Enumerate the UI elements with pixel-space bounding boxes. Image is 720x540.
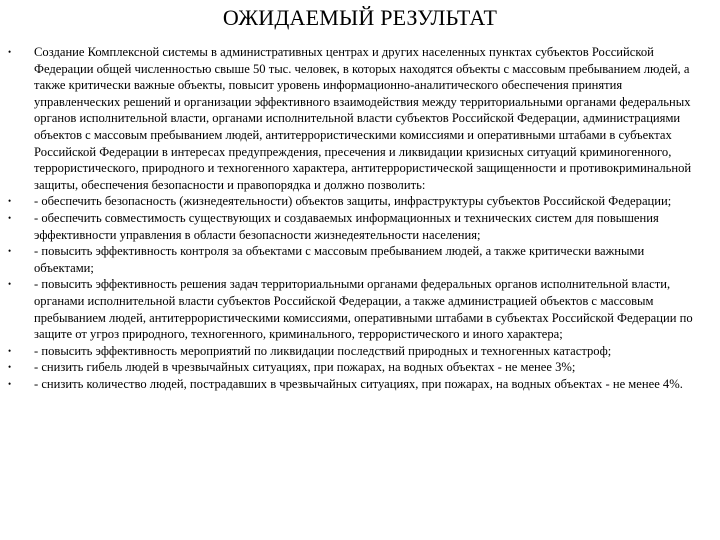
bullet-icon: • (8, 279, 12, 290)
list-item (8, 210, 698, 243)
list-item-text: - обеспечить совместимость существующих и создаваемых информационных и технических систем для повышения эффективности управления в области безопасности жизнедеятельности населения; (34, 210, 659, 242)
bullet-icon: • (8, 196, 12, 207)
slide-title: ОЖИДАЕМЫЙ РЕЗУЛЬТАТ (222, 5, 498, 30)
list-item-text: - обеспечить безопасность (жизнедеятельности) объектов защиты, инфраструктуры субъектов Российской Федерации; (34, 194, 672, 209)
bullet-icon: • (8, 212, 12, 223)
list-item (8, 243, 698, 276)
list-item-text: - повысить эффективность мероприятий по ликвидации последствий природных и техногенных катастроф; (34, 343, 612, 358)
list-item-text: - повысить эффективность решения задач территориальными органами федеральных органов исполнительной власти, органами исполнительной власти субъектов Российской Федерации, а также администрацией объектов с массовым пребыванием людей, антитеррористическими комиссиями, оперативными штабами в субъектах Российской Федерации по защите от угроз природного, техногенного, криминального, террористического и иного характера; (34, 277, 693, 342)
list-item (8, 343, 698, 360)
list-item-text: - снизить количество людей, пострадавших в чрезвычайных ситуациях, при пожарах, на водных объектах - не менее 4%. (34, 376, 683, 391)
bullet-icon: • (8, 362, 12, 373)
list-item (8, 276, 698, 342)
list-item (8, 193, 698, 210)
list-item-text: - снизить гибель людей в чрезвычайных ситуациях, при пожарах, на водных объектах - не менее 3%; (34, 360, 576, 375)
bullet-icon: • (8, 378, 12, 389)
bullet-list (8, 44, 698, 392)
bullet-icon: • (8, 47, 12, 57)
list-item (8, 359, 698, 376)
bullet-icon: • (8, 345, 12, 356)
list-item-text: Создание Комплексной системы в административных центрах и других населенных пунктах субъектов Российской Федерации общей численностью свыше 50 тыс. человек, в которых находятся объекты с массовым пребыванием людей, а также критически важные объекты, повысит уровень информационно-аналитического обеспечения принятия управленческих решений и организации эффективного взаимодействия между территориальными органами федеральных органов исполнительной власти, органами исполнительной власти субъектов Российской Федерации, администрациями объектов с массовым пребыванием людей, антитеррористическими комиссиями и оперативными штабами в субъектах Российской Федерации в интересах предупреждения, пресечения и ликвидации кризисных ситуаций криминогенного, террористического, природного и техногенного характера, антитеррористической защищенности и противокриминальной защиты, обеспечения безопасности и правопорядка и должно позволить: (34, 45, 692, 192)
list-item (8, 44, 698, 193)
list-item (8, 376, 698, 393)
list-item-text: - повысить эффективность контроля за объектами с массовым пребыванием людей, а также критически важными объектами; (34, 244, 645, 275)
bullet-icon: • (8, 246, 12, 257)
